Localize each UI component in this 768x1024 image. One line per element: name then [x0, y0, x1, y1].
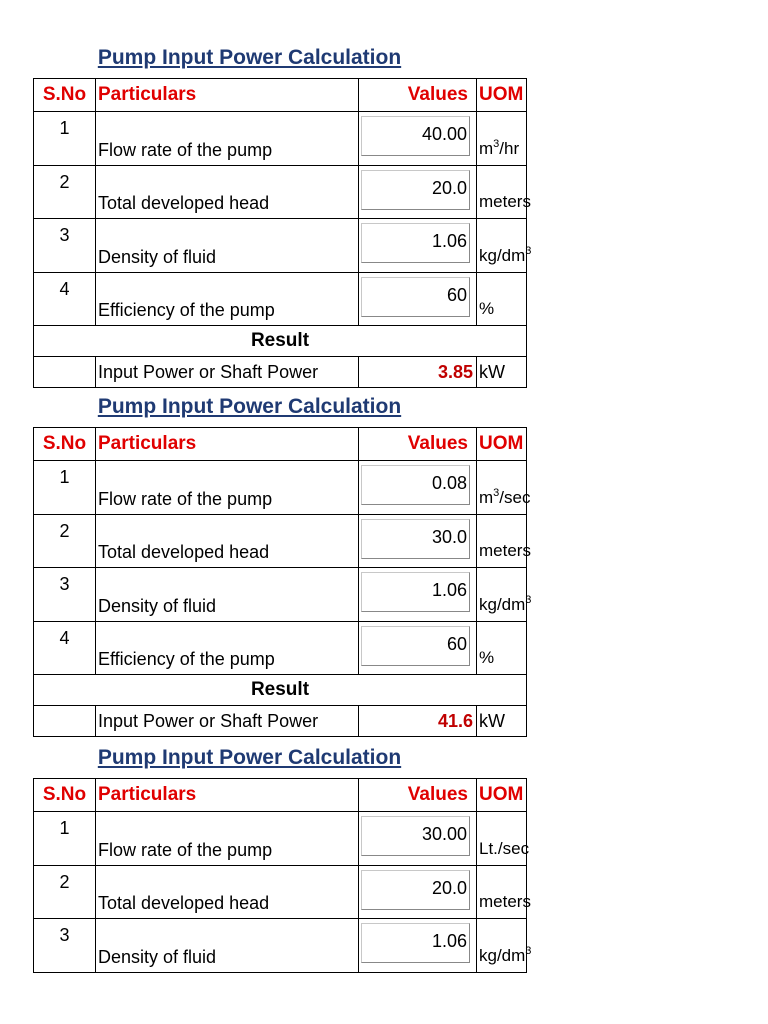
value-input[interactable]: 20.0 [361, 170, 470, 210]
header-row [34, 779, 527, 812]
value-input[interactable]: 1.06 [361, 572, 470, 612]
row-sno: 3 [34, 219, 96, 273]
result-value: 3.85 [359, 357, 477, 388]
row-label: Efficiency of the pump [96, 272, 359, 326]
table-row [34, 514, 527, 568]
header-uom: UOM [477, 779, 527, 812]
value-input[interactable]: 60 [361, 626, 470, 666]
header-row [34, 428, 527, 461]
calc-table [33, 78, 532, 388]
uom-text: m [479, 138, 494, 158]
uom-text: kg/dm [479, 245, 526, 265]
uom-text: Lt./sec [479, 838, 530, 858]
row-sno: 2 [34, 165, 96, 219]
result-heading: Result [34, 326, 527, 357]
uom-text: meters [479, 192, 531, 211]
row-sno: 1 [34, 812, 96, 866]
row-uom [477, 461, 531, 515]
row-value-cell [359, 621, 477, 675]
value-input[interactable]: 20.0 [361, 870, 470, 910]
uom-text: meters [479, 541, 531, 560]
header-sno: S.No [34, 428, 96, 461]
header-particulars: Particulars [96, 779, 359, 812]
row-uom [477, 514, 531, 568]
table-row [34, 165, 527, 219]
header-particulars: Particulars [96, 79, 359, 112]
uom-suffix: /hr [499, 138, 520, 158]
uom-text: kg/dm [479, 594, 526, 614]
row-sno: 4 [34, 621, 96, 675]
row-sno: 1 [34, 461, 96, 515]
row-label: Efficiency of the pump [96, 621, 359, 675]
calc-block-3 [33, 738, 532, 973]
uom-sup: 3 [525, 593, 532, 606]
uom-sup: 3 [525, 944, 532, 957]
result-uom: kW [477, 357, 527, 388]
header-uom: UOM [477, 428, 527, 461]
row-value-cell [359, 568, 477, 622]
value-input[interactable]: 1.06 [361, 923, 470, 963]
row-sno: 2 [34, 514, 96, 568]
row-value-cell [359, 112, 477, 166]
result-header-row [34, 675, 527, 706]
calc-block-1 [33, 38, 532, 388]
header-sno: S.No [34, 79, 96, 112]
row-uom [477, 112, 527, 166]
row-uom [477, 865, 531, 919]
row-sno: 3 [34, 568, 96, 622]
uom-sup: 3 [493, 486, 500, 499]
result-row [34, 357, 527, 388]
row-value-cell [359, 514, 477, 568]
row-value-cell [359, 219, 477, 273]
row-sno: 4 [34, 272, 96, 326]
calc-block-2 [33, 387, 532, 737]
row-value-cell [359, 272, 477, 326]
calc-title: Pump Input Power Calculation [97, 46, 402, 69]
header-particulars: Particulars [96, 428, 359, 461]
row-uom [477, 219, 532, 273]
value-input[interactable]: 0.08 [361, 465, 470, 505]
row-uom [477, 568, 532, 622]
header-values: Values [359, 779, 477, 812]
uom-suffix: /sec [499, 487, 531, 507]
header-uom: UOM [477, 79, 527, 112]
row-label: Total developed head [96, 865, 359, 919]
row-label: Density of fluid [96, 219, 359, 273]
value-input[interactable]: 30.0 [361, 519, 470, 559]
uom-sup: 3 [525, 244, 532, 257]
result-heading: Result [34, 675, 527, 706]
row-value-cell [359, 461, 477, 515]
value-input[interactable]: 60 [361, 277, 470, 317]
calc-title: Pump Input Power Calculation [97, 395, 402, 418]
row-uom [477, 919, 532, 973]
table-row [34, 865, 527, 919]
header-row [34, 79, 527, 112]
result-row [34, 706, 527, 737]
row-label: Density of fluid [96, 919, 359, 973]
result-label: Input Power or Shaft Power [96, 357, 359, 388]
row-label: Flow rate of the pump [96, 812, 359, 866]
table-row [34, 568, 527, 622]
calc-table [33, 427, 532, 737]
table-row [34, 272, 527, 326]
row-uom [477, 812, 530, 866]
row-sno: 1 [34, 112, 96, 166]
row-value-cell [359, 919, 477, 973]
row-value-cell [359, 165, 477, 219]
calc-title: Pump Input Power Calculation [97, 746, 402, 769]
calc-table [33, 778, 532, 973]
row-sno: 2 [34, 865, 96, 919]
header-values: Values [359, 79, 477, 112]
row-label: Total developed head [96, 165, 359, 219]
uom-sup: 3 [493, 137, 500, 150]
uom-text: % [479, 299, 495, 318]
value-input[interactable]: 40.00 [361, 116, 470, 156]
table-row [34, 812, 527, 866]
header-values: Values [359, 428, 477, 461]
row-value-cell [359, 812, 477, 866]
uom-text: kg/dm [479, 945, 526, 965]
row-value-cell [359, 865, 477, 919]
table-row [34, 621, 527, 675]
result-value: 41.6 [359, 706, 477, 737]
value-input[interactable]: 1.06 [361, 223, 470, 263]
row-sno: 3 [34, 919, 96, 973]
result-uom: kW [477, 706, 527, 737]
uom-text: meters [479, 892, 531, 911]
row-label: Flow rate of the pump [96, 112, 359, 166]
row-uom [477, 621, 527, 675]
table-row [34, 461, 527, 515]
result-header-row [34, 326, 527, 357]
result-sno-cell [34, 706, 96, 737]
row-uom [477, 165, 531, 219]
result-label: Input Power or Shaft Power [96, 706, 359, 737]
table-row [34, 219, 527, 273]
result-sno-cell [34, 357, 96, 388]
row-label: Flow rate of the pump [96, 461, 359, 515]
table-row [34, 919, 527, 973]
table-row [34, 112, 527, 166]
row-label: Total developed head [96, 514, 359, 568]
header-sno: S.No [34, 779, 96, 812]
row-label: Density of fluid [96, 568, 359, 622]
row-uom [477, 272, 527, 326]
uom-text: m [479, 487, 494, 507]
uom-text: % [479, 648, 495, 667]
value-input[interactable]: 30.00 [361, 816, 470, 856]
